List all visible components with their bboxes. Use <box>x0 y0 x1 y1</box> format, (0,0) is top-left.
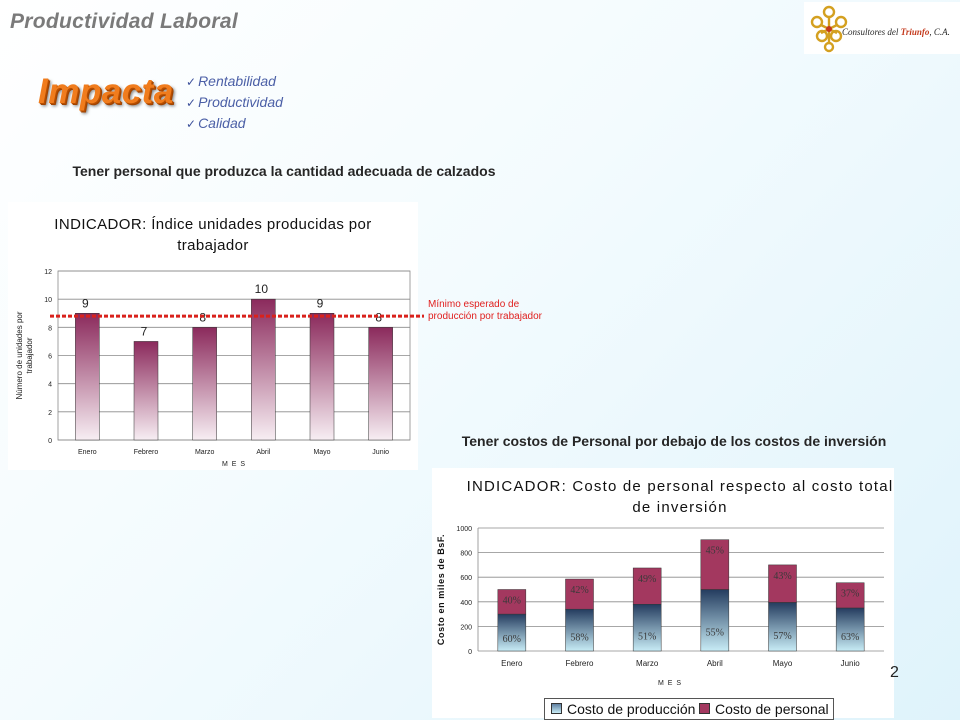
bar-production <box>836 608 864 651</box>
impact-item-rentabilidad: ✓ Rentabilidad <box>186 73 276 89</box>
impact-item-calidad: ✓ Calidad <box>186 115 246 131</box>
y-tick-label: 200 <box>460 624 472 632</box>
legend-item-personal: Costo de personal <box>699 701 829 717</box>
data-label-personal: 40% <box>502 595 522 607</box>
data-label-production: 63% <box>840 632 860 644</box>
y-axis-label-line: Número de unidades por <box>15 311 24 400</box>
data-label-personal: 42% <box>570 585 589 597</box>
data-label: 9 <box>316 296 324 311</box>
x-tick-label: Febrero <box>565 659 594 668</box>
y-tick-label: 0 <box>48 438 52 445</box>
cost-chart-svg <box>432 468 894 718</box>
data-label-production: 60% <box>502 633 522 645</box>
data-label: 8 <box>375 310 383 325</box>
productivity-chart <box>8 202 418 470</box>
bar-production <box>566 609 594 651</box>
section2-heading: Tener costos de Personal por debajo de los costos de inversión <box>461 433 887 449</box>
bar-production <box>769 602 797 651</box>
legend-swatch-personal <box>699 703 710 714</box>
data-label-production: 55% <box>705 627 725 639</box>
data-label-personal: 49% <box>637 573 657 585</box>
data-label-personal: 37% <box>840 588 860 600</box>
x-tick-label: Junio <box>840 659 860 668</box>
bar <box>75 313 99 440</box>
productivity-chart-title: INDICADOR: Índice unidades producidas por trabajador <box>54 216 372 254</box>
cost-chart-legend <box>544 698 834 720</box>
section1-heading: Tener personal que produzca la cantidad adecuada de calzados <box>72 163 496 179</box>
checkmark-icon: ✓ <box>186 117 197 131</box>
x-tick-label: Mayo <box>313 449 331 456</box>
legend-swatch-production <box>551 703 562 714</box>
logo-text: Consultores del Triunfo, C.A. <box>842 27 950 37</box>
y-tick-label: 4 <box>48 381 52 389</box>
x-tick-label: Enero <box>77 449 97 456</box>
data-label-personal: 43% <box>773 570 792 582</box>
bar <box>193 327 217 440</box>
y-axis-label: Costo en miles de BsF. <box>436 533 446 646</box>
y-tick-label: 12 <box>44 269 52 276</box>
bar-production <box>498 614 526 651</box>
y-tick-label: 8 <box>48 325 52 333</box>
data-label: 9 <box>81 296 89 311</box>
checkmark-icon: ✓ <box>186 96 197 110</box>
y-tick-label: 1000 <box>456 526 472 533</box>
data-label-production: 58% <box>570 632 589 644</box>
y-axis-label-line: trabajador <box>25 337 34 374</box>
bar-production <box>701 590 729 652</box>
y-tick-label: 600 <box>460 575 472 583</box>
y-tick-label: 800 <box>460 550 472 558</box>
impact-list <box>186 71 283 134</box>
impacta-wordart: Impacta <box>38 72 174 111</box>
data-label-production: 57% <box>773 630 792 642</box>
data-label: 8 <box>199 310 207 325</box>
x-tick-label: Marzo <box>636 659 659 668</box>
x-tick-label: Abril <box>256 449 271 456</box>
y-tick-label: 400 <box>460 599 472 607</box>
min-expected-label: Mínimo esperado de producción por trabajador <box>428 299 542 322</box>
data-label: 7 <box>140 324 148 339</box>
bar <box>369 327 393 440</box>
y-tick-label: 0 <box>468 649 472 656</box>
x-axis-label: M E S <box>657 680 683 687</box>
page-title: Productividad Laboral <box>10 10 238 33</box>
x-tick-label: Febrero <box>133 449 159 456</box>
data-label-production: 51% <box>637 631 657 643</box>
page-number: 2 <box>890 664 899 681</box>
y-tick-label: 10 <box>44 297 52 305</box>
x-tick-label: Junio <box>372 449 390 456</box>
bar <box>251 299 275 440</box>
x-tick-label: Mayo <box>772 659 793 668</box>
legend-item-production: Costo de producción <box>551 701 695 717</box>
x-tick-label: Marzo <box>194 449 215 456</box>
cost-chart <box>432 468 894 718</box>
bar-production <box>633 604 661 651</box>
y-axis-label <box>15 311 34 399</box>
productivity-chart-svg <box>8 202 418 470</box>
checkmark-icon: ✓ <box>186 75 197 89</box>
data-label: 10 <box>254 282 269 297</box>
data-label-personal: 45% <box>705 545 725 557</box>
bar <box>310 313 334 440</box>
y-tick-label: 2 <box>48 409 52 417</box>
bar <box>134 341 158 440</box>
x-axis-label: M E S <box>221 461 247 468</box>
x-tick-label: Abril <box>706 659 723 668</box>
x-tick-label: Enero <box>501 659 523 668</box>
cost-chart-title: INDICADOR: Costo de personal respecto al costo total de inversión <box>466 478 894 516</box>
impact-item-productividad: ✓ Productividad <box>186 94 283 110</box>
company-logo <box>804 2 960 54</box>
y-tick-label: 6 <box>48 353 52 361</box>
